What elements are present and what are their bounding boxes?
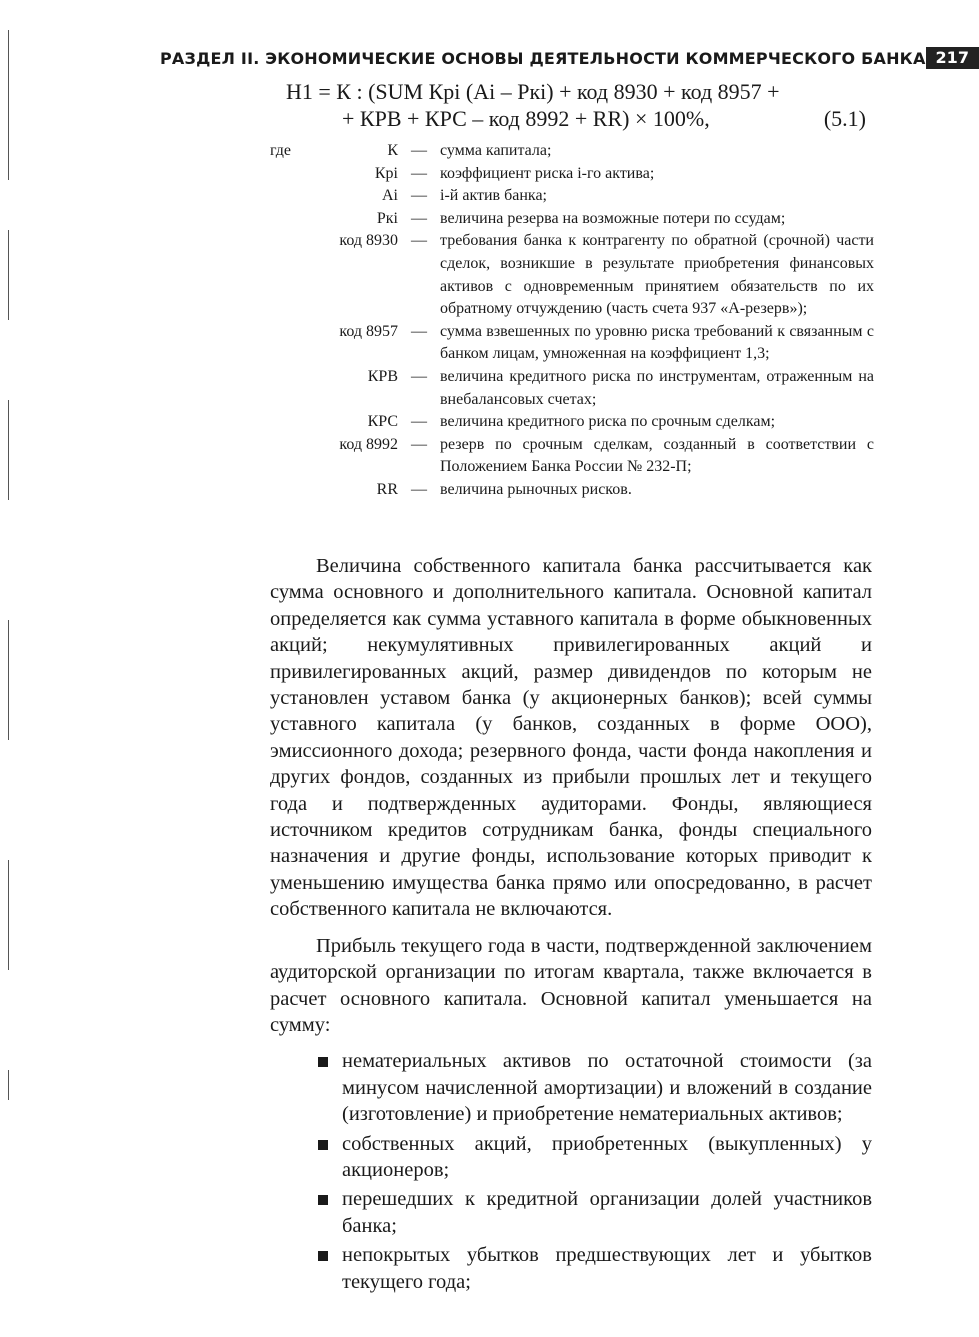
- bullet-text: непокрытых убытков предшествующих лет и убытков текущего года;: [342, 1244, 872, 1293]
- bullet-item: [342, 1186, 872, 1239]
- definition-row: [270, 208, 874, 231]
- definition-dash: —: [411, 367, 427, 385]
- definition-symbol: КРВ: [367, 367, 398, 385]
- definition-lead: [270, 321, 306, 366]
- page-number: 217: [926, 47, 979, 69]
- running-header: [160, 46, 969, 70]
- formula-definitions: [270, 140, 874, 502]
- definition-row: [270, 185, 874, 208]
- definition-dash: —: [411, 209, 427, 227]
- definition-text: требования банка к контрагенту по обратной (срочной) части сделок, возникшие в результате приобретения финансовых активов с одновременным принятием обязательств по их обратному отчуждению (часть счета 937 «А-резерв»);: [440, 232, 874, 318]
- definition-symbol: RR: [376, 480, 398, 498]
- bullet-text: собственных акций, приобретенных (выкупленных) у акционеров;: [342, 1132, 872, 1181]
- definition-dash: —: [411, 480, 427, 498]
- definition-dash: —: [411, 187, 427, 205]
- definition-text: резерв по срочным сделкам, созданный в соответствии с Положением Банка России № 232-П;: [440, 435, 874, 476]
- square-bullet-icon: [318, 1195, 328, 1205]
- definition-text: сумма капитала;: [440, 142, 552, 159]
- main-text: [270, 553, 872, 1298]
- margin-line: [8, 1070, 9, 1100]
- definition-lead: [270, 434, 306, 479]
- square-bullet-icon: [318, 1140, 328, 1150]
- definition-text: величина кредитного риска по срочным сделкам;: [440, 413, 776, 431]
- definition-dash: —: [411, 232, 427, 250]
- definition-text: величина кредитного риска по инструментам, отраженным на внебалансовых счетах;: [440, 367, 874, 408]
- definition-symbol: Крi: [374, 164, 398, 182]
- definition-text: величина резерва на возможные потери по ссудам;: [440, 209, 786, 227]
- definition-row: [270, 479, 874, 502]
- definition-lead: [270, 185, 306, 208]
- definition-row: [270, 321, 874, 366]
- margin-line: [8, 860, 9, 970]
- formula-5-1: [286, 78, 866, 132]
- definition-row: [270, 140, 874, 163]
- definition-symbol: код 8992: [339, 435, 398, 453]
- margin-line: [8, 400, 9, 500]
- definition-symbol: Ркi: [376, 209, 398, 227]
- bullet-text: перешедших к кредитной организации долей участников банка;: [342, 1188, 872, 1237]
- square-bullet-icon: [318, 1057, 328, 1067]
- definition-text: коэффициент риска i-го актива;: [440, 164, 655, 182]
- definition-row: [270, 434, 874, 479]
- bullet-item: [342, 1048, 872, 1127]
- paragraph: Величина собственного капитала банка рассчитывается как сумма основного и дополнительного капитала. Основной капитал определяется как сумма уставного капитала в форме обыкновенных акций; некумулятивных привилегированных акций и привилегированных акций, размер дивидендов по которым не установлен уставом банка (у акционерных банков); всей суммы уставного капитала (у банков, созданных в форме ООО), эмиссионного дохода; резервного фонда, части фонда накопления и других фондов, созданных из прибыли прошлых лет и текущего года и подтвержденных аудиторами. Фонды, являющиеся источником кредитов сотрудникам банка, фонды специального назначения и другие фонды, использование которых приводит к уменьшению имущества банка прямо или опосредованно, в расчет собственного капитала не включаются.: [270, 555, 872, 921]
- definition-dash: —: [411, 142, 427, 159]
- margin-line: [8, 30, 9, 180]
- definition-dash: —: [411, 164, 427, 182]
- square-bullet-icon: [318, 1251, 328, 1261]
- definition-symbol: КРС: [367, 413, 398, 431]
- definition-lead: где: [270, 142, 292, 159]
- paragraph: Прибыль текущего года в части, подтвержденной заключением аудиторской организации по итогам квартала, также включается в расчет основного капитала. Основной капитал уменьшается на сумму:: [270, 934, 872, 1036]
- definition-lead: [270, 163, 306, 186]
- formula-line-2: + КРВ + КРС – код 8992 + RR) × 100%,: [342, 106, 710, 131]
- formula-line-1: Н1 = К : (SUM Крi (Аi – Ркi) + код 8930 + код 8957 +: [286, 79, 780, 104]
- definition-symbol: код 8930: [339, 232, 398, 250]
- definition-lead: [270, 230, 306, 320]
- definition-text: i-й актив банка;: [440, 187, 547, 205]
- definition-row: [270, 230, 874, 320]
- definition-dash: —: [411, 322, 427, 340]
- margin-line: [8, 620, 9, 740]
- definition-row: [270, 163, 874, 186]
- definition-text: сумма взвешенных по уровню риска требований к связанным с банком лицам, умноженная на коэффициент 1,3;: [440, 322, 874, 363]
- bullet-list: [270, 1048, 872, 1295]
- definition-symbol: Аi: [382, 187, 398, 205]
- bullet-text: нематериальных активов по остаточной стоимости (за минусом начисленной амортизации) и вложений в создание (изготовление) и приобретение нематериальных активов;: [342, 1050, 872, 1126]
- bullet-item: [342, 1242, 872, 1295]
- definition-lead: [270, 479, 306, 502]
- definition-dash: —: [411, 435, 427, 453]
- definition-symbol: К: [387, 142, 398, 159]
- margin-line: [8, 230, 9, 320]
- definition-text: величина рыночных рисков.: [440, 480, 632, 498]
- definition-dash: —: [411, 413, 427, 431]
- definition-row: [270, 411, 874, 434]
- definition-lead: [270, 208, 306, 231]
- definition-lead: [270, 411, 306, 434]
- bullet-item: [342, 1131, 872, 1184]
- equation-number: (5.1): [823, 106, 866, 131]
- definition-row: [270, 366, 874, 411]
- definition-symbol: код 8957: [339, 322, 398, 340]
- section-title: РАЗДЕЛ II. ЭКОНОМИЧЕСКИЕ ОСНОВЫ ДЕЯТЕЛЬНОСТИ КОММЕРЧЕСКОГО БАНКА: [160, 48, 926, 68]
- definition-lead: [270, 366, 306, 411]
